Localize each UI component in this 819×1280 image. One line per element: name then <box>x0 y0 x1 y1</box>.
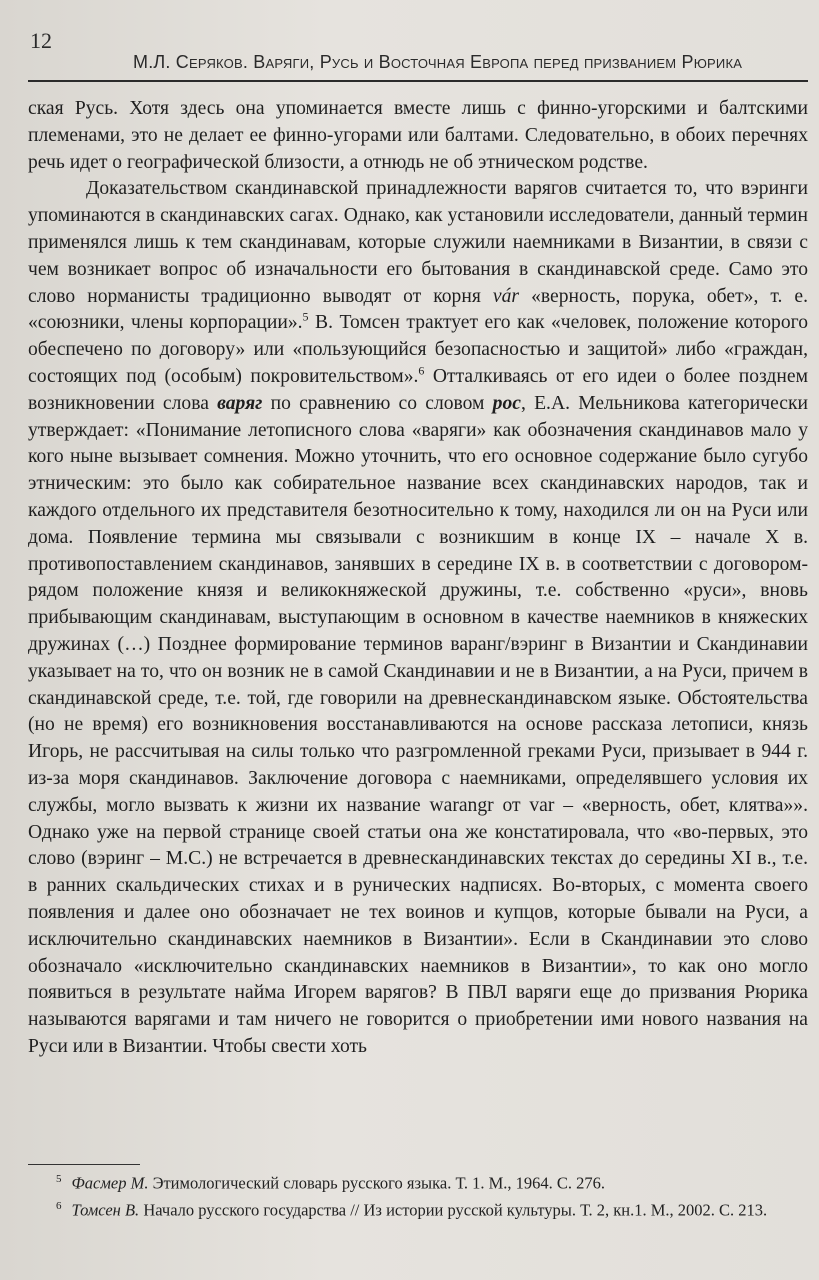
footnote-text: Этимологический словарь русского языка. Т. 1. М., 1964. С. 276. <box>148 1173 606 1193</box>
page-header <box>28 22 808 72</box>
footnote-5 <box>28 1168 808 1195</box>
main-text <box>28 96 808 1061</box>
text-run: В. Томсен трактует его как «человек, положение которого обеспечено по договору» или «пользующийся безопасностью и защитой» либо «граждан, состоящих под (особым) покровительством». <box>28 312 808 387</box>
page-number: 12 <box>30 28 52 53</box>
text-run: , Е.А. Мельникова категорически утверждает: «Понимание летописного слова «варяги» как обозначения скандинавов мало у кого ныне вызывает сомнения. Можно уточнить, что его основное содержание было сугубо этническим: это было как собирательное название всех скандинавских народов, так и каждого отдельного их представителя безотносительно к тому, находился ли он на Руси или дома. Появление термина мы связывали с возникшим в конце IX – начале X в. противопоставлением скандинавов, занявших в середине IX в. в соответствии с договором-рядом положение князя и великокняжеской дружины, т.е. собственно «руси», вновь прибывающим скандинавам, выступающим в основном в качестве наемников в княжеских дружинах (…) Позднее формирование терминов варанг/вэринг в Византии и Скандинавии указывает на то, что он возник не в самой Скандинавии и не в Византии, а на Руси, причем в скандинавской среде, т.е. той, где говорили на древнескандинавском языке. Обстоятельства (но не время) его возникновения восстанавливаются на основе рассказа летописи, князь Игорь, не рассчитывая на силы только что разгромленной греками Руси, призывает в 944 г. из-за моря скандинавов. Заключение договора с наемниками, определявшего условия их службы, могло вызвать к жизни их название warangr от var – «верность, обет, клятва»». Однако уже на первой странице своей статьи она же констатировала, что «во-первых, это слово (вэринг – М.С.) не встречается в древнескандинавских текстах до середины XI в., т.е. в ранних скальдических стихах и в рунических надписях. Во-вторых, с момента своего появления и далее оно обозначает не тех воинов и купцов, которые бывали на Руси, а исключительно скандинавских наемников в Византии». Если в Скандинавии это слово обозначало «исключительно скандинавских наемников в Византии», то как оно могло появиться в результате найма Игорем варягов? В ПВЛ варяги еще до призвания Рюрика называются варягами и там ничего не говорится о приобретении ими нового названия на Руси или в Византии. Чтобы свести хоть <box>28 392 809 1057</box>
footnote-ref[interactable]: 5 <box>302 309 309 324</box>
running-title: М.Л. Серяков. Варяги, Русь и Восточная Европа перед призванием Рюрика <box>133 52 743 72</box>
text-run: Доказательством скандинавской принадлежности варягов считается то, что вэринги упоминаются в скандинавских сагах. Однако, как установили исследователи, данный термин применялся лишь к тем скандинавам, которые служили наемниками в Византии, в связи с чем возникает вопрос об изначальности его бытования в скандинавской среде. Само это слово норманисты традиционно выводят от корня <box>28 178 808 307</box>
text-run: «верность, порука, обет», т. е. «союзники, члены корпорации». <box>28 285 809 334</box>
footnote-text: Начало русского государства // Из истории русской культуры. Т. 2, кн.1. М., 2002. С. 213. <box>139 1200 768 1219</box>
italic-term: vár <box>492 285 520 307</box>
footnote-6 <box>28 1195 808 1222</box>
paragraph-1: ская Русь. Хотя здесь она упоминается вместе лишь с финно-угорскими и балтскими племенами, это не делает ее финно-угорами или балтами. Следовательно, в обоих перечнях речь идет о географической близости, а отнюдь не об этническом родстве. <box>28 98 808 173</box>
footnote-number: 6 <box>56 1199 62 1212</box>
footnote-author: Томсен В. <box>71 1200 140 1219</box>
footnotes <box>28 1168 808 1221</box>
emphasized-term: рос <box>492 392 521 414</box>
text-run: Отталкиваясь от его идеи о более позднем возникновении слова <box>28 365 808 414</box>
footnote-ref[interactable]: 6 <box>418 363 425 378</box>
footnote-number: 5 <box>56 1173 62 1185</box>
paragraph-2 <box>28 176 808 1060</box>
text-run: по сравнению со словом <box>262 392 493 414</box>
emphasized-term: варяг <box>217 392 263 414</box>
header-rule <box>28 80 808 82</box>
footnote-author: Фасмер М. <box>71 1173 149 1193</box>
footnote-rule <box>28 1164 140 1165</box>
